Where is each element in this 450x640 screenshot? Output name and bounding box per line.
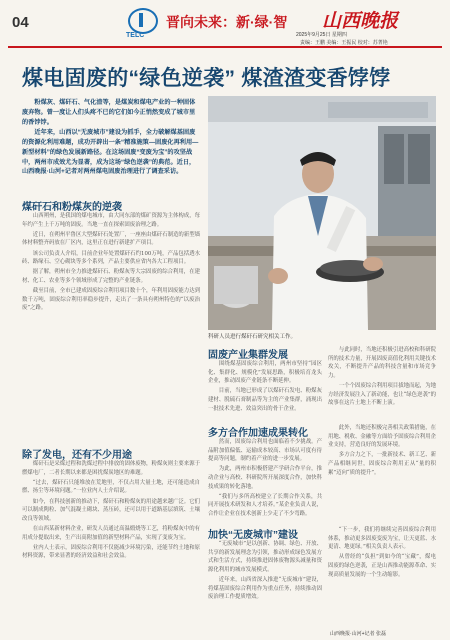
lead-paragraph: 粉煤灰、煤矸石、气化渣等，是煤炭和煤电产业的一种固体废弃物。曾一度让人们头疼不已的它们如今正悄然变成了城市里的香饽饽。	[22, 99, 196, 126]
body-paragraph: “我们与多所高校建立了长期合作关系，共同开展技术研发和人才培养。”某企业负责人说，合作让企业在技术创新上少走了不少弯路。	[208, 493, 322, 518]
body-paragraph: 山西朔州，是我国的煤电城市，由大同东部的煤矿资源为主体构成，每年约产生上千万吨的固废。当地一直在探索固废治理之路。	[22, 213, 200, 228]
article-column	[22, 460, 200, 626]
newspaper-masthead: 山西晚报	[322, 10, 399, 32]
section-heading: 固废产业集群发展	[208, 350, 288, 361]
editor-credit: 责编：王鹏 美编：王振民 校对：苏菁艳	[300, 40, 388, 46]
photo-caption: 科研人员进行煤矸石研究相关工作。	[208, 334, 297, 340]
body-paragraph: “下一步，我们将继续完善固废综合利用体系，推动更多固废变废为宝，让天更蓝、水更清、地更绿。”相关负责人表示。	[328, 527, 436, 551]
body-paragraph: 一个个固废综合利用项目拔地而起，为地方经济发展注入了新动能，也让“绿色逆袭”的故事在这片土地上不断上演。	[328, 383, 436, 407]
dateline: 2025年9月25日 星期四	[296, 32, 347, 38]
article-column	[208, 438, 322, 522]
article-column	[208, 540, 322, 624]
body-paragraph: 据了解，朔州市全力推进煤矸石、粉煤灰等大宗固废的综合利用，在建材、化工、农业等多个领域形成了完整的产业链条。	[22, 269, 200, 284]
body-paragraph: 近日，在朔州平鲁区大型煤矸石处置厂，一座座由煤矸石制造的新型墙体材料整齐码放在厂区内，这里正在进行新建扩产项目。	[22, 231, 200, 247]
article-column	[22, 212, 200, 440]
body-paragraph: 从曾经的“负担”到如今的“宝藏”，煤电固废的绿色逆袭，正是山西推动能源革命、实现高质量发展的一个生动缩影。	[328, 554, 436, 578]
body-paragraph: 如今，在科技创新的推动下，煤矸石和粉煤灰的用途越来越广泛。它们可以制成陶粒、加气混凝土砌块、蒸压砖，还可以用于道路基层填筑、土壤改良等领域。	[22, 498, 200, 522]
article-column	[208, 360, 322, 420]
article-column	[328, 424, 436, 522]
body-paragraph: “无废城市”是以创新、协调、绿色、开放、共享的新发展理念为引领，推动形成绿色发展方式和生活方式，持续推进固体废物源头减量和资源化利用的城市发展模式。	[208, 541, 322, 573]
body-paragraph: 此外，当地还积极完善相关政策措施，在用地、税收、金融等方面给予固废综合利用企业支持，营造良好的发展环境。	[328, 425, 436, 449]
section-heading: 煤矸石和粉煤灰的逆袭	[22, 202, 122, 213]
body-paragraph: 该公司负责人介绍，目前企业年处置煤矸石约100万吨，产品包括透水砖、路缘石、空心砌块等多个系列，产品主要供应省内各大工程项目。	[22, 250, 200, 266]
body-paragraph: 围绕煤基固废综合利用，两州市坚持“园区化、集群化、规模化”发展思路，积极培育龙头企业，推动固废产业链条不断延伸。	[208, 361, 322, 385]
article-headline: 煤电固废的“绿色逆袭” 煤渣渣变香饽饽	[22, 67, 391, 90]
body-paragraph: 然而，固废综合利用也面临着不少挑战。产品附加值偏低、运输成本较高、市场认可度有待提高等问题，制约着产业的进一步发展。	[208, 439, 322, 463]
reporter-byline: 山西晚报·山河+记者 张磊	[330, 631, 386, 637]
section-heading: 除了发电，还有不少用途	[22, 450, 132, 461]
body-paragraph: 在山西某新材料企业，研发人员通过高温煅烧等工艺，将粉煤灰中的有用成分提取出来，生产出高附加值的新型材料产品，实现了变废为宝。	[22, 525, 200, 541]
body-paragraph: 煤矸石是采煤过程和洗煤过程中排放的固体废物，粉煤灰则主要来源于燃煤电厂，二者长期以来都是困扰煤炭地区的难题。	[22, 461, 200, 476]
telc-label: TELC	[126, 32, 145, 39]
article-column	[328, 526, 436, 626]
lab-photo-illustration	[208, 96, 436, 330]
section-slogan: 晋向未来：新·绿·智	[166, 14, 288, 30]
body-paragraph: 业内人士表示，固废综合利用不仅能减少环境污染，还能节约土地和原材料资源，带来显著的经济效益和社会效益。	[22, 544, 200, 560]
body-paragraph: “过去，煤矸石只能堆放在荒地里，不仅占用大量土地，还可能造成自燃、扬尘等环境问题。”一位业内人士介绍说。	[22, 479, 200, 495]
body-paragraph: 多方合力之下，一批新技术、新工艺、新产品相继问世，固废综合利用正从“量的积累”迈向“质的提升”。	[328, 452, 436, 476]
body-paragraph: 与此同时，当地还积极引进高校和科研院所的技术力量，开展固废高值化利用关键技术攻关，不断提升产品的科技含量和市场竞争力。	[328, 347, 436, 379]
header-rule	[8, 46, 442, 48]
body-paragraph: 为此，两州市积极搭建产学研合作平台，推动企业与高校、科研院所开展深度合作，加快科技成果的转化落地。	[208, 466, 322, 490]
section-heading: 加快“无废城市”建设	[208, 530, 298, 541]
lead-paragraph: 近年来，山西以“无废城市”建设为抓手，全力破解煤基固废的资源化利用难题，成功开辟出一条“精准施策—固废化再利用—新型材料”的绿色发展新路径。在这场固废“变废为宝”的攻坚战中，两州市成效尤为显著，成为这场“绿色逆袭”的典范。近日，山西晚报·山河+记者对两州煤电固废治理进行了调查采访。	[22, 128, 199, 176]
article-column	[328, 346, 436, 420]
body-paragraph: 近年来，山西省深入推进“无废城市”建设，将煤基固废综合利用作为重点任务，持续推动固废治理工作提质增效。	[208, 577, 322, 601]
telc-logo-icon	[128, 8, 158, 34]
page-number: 04	[12, 14, 29, 31]
section-heading: 多方合作加速成果转化	[208, 428, 308, 439]
body-paragraph: 截至目前，全市已建成固废综合利用项目数十个，年利用固废能力达到数千万吨，固废综合利用率稳步提升，走出了一条具有朔州特色的“以废治废”之路。	[22, 288, 200, 312]
body-paragraph: 目前，当地已形成了以煤矸石发电、粉煤灰建材、脱硫石膏制品等为主的产业集群，涌现出一批技术先进、效益突出的骨干企业。	[208, 388, 322, 412]
article-photo	[208, 96, 436, 330]
article-lead	[22, 98, 200, 177]
